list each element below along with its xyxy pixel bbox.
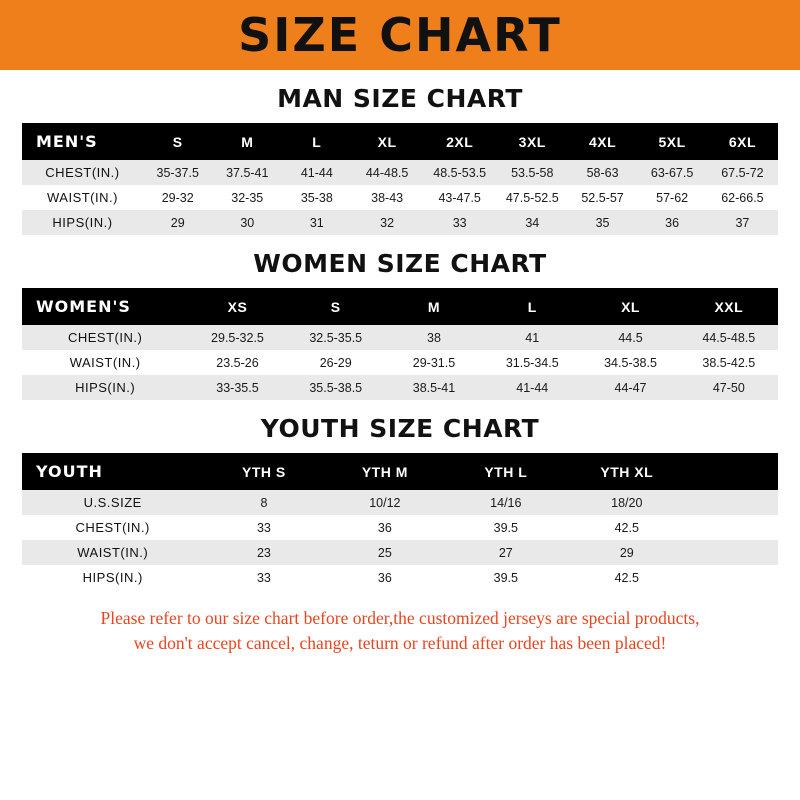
cell: 29 (566, 540, 687, 565)
col-header-yth-s: YTH S (203, 453, 324, 490)
cell: 38.5-42.5 (680, 350, 778, 375)
cell: 58-63 (568, 160, 638, 185)
row-label: U.S.SIZE (22, 490, 203, 515)
cell: 37 (707, 210, 778, 235)
cell: 32-35 (213, 185, 283, 210)
cell: 29 (143, 210, 213, 235)
cell: 44-48.5 (352, 160, 423, 185)
col-header-4xl: 4XL (568, 123, 638, 160)
cell: 14/16 (445, 490, 566, 515)
cell: 33 (203, 515, 324, 540)
cell: 36 (637, 210, 707, 235)
col-header-6xl: 6XL (707, 123, 778, 160)
section-women (22, 249, 778, 400)
cell: 35-37.5 (143, 160, 213, 185)
col-header-s: S (143, 123, 213, 160)
cell: 29-31.5 (385, 350, 483, 375)
cell: 42.5 (566, 515, 687, 540)
table-row (22, 490, 778, 515)
cell: 44.5-48.5 (680, 325, 778, 350)
women-size-table (22, 288, 778, 400)
cell: 47.5-52.5 (497, 185, 568, 210)
cell: 62-66.5 (707, 185, 778, 210)
footer-note (22, 606, 778, 657)
cell: 36 (324, 515, 445, 540)
cell: 30 (213, 210, 283, 235)
cell: 23 (203, 540, 324, 565)
table-row (22, 350, 778, 375)
cell: 36 (324, 565, 445, 590)
cell: 32.5-35.5 (287, 325, 385, 350)
cell: 41-44 (483, 375, 581, 400)
col-header-label: MEN'S (22, 123, 143, 160)
cell (687, 515, 778, 540)
cell: 38 (385, 325, 483, 350)
section-title-men: MAN SIZE CHART (277, 84, 523, 113)
col-header-xl: XL (352, 123, 423, 160)
col-header-yth-m: YTH M (324, 453, 445, 490)
cell: 57-62 (637, 185, 707, 210)
row-label: CHEST(IN.) (22, 160, 143, 185)
col-header-m: M (385, 288, 483, 325)
cell: 29.5-32.5 (188, 325, 286, 350)
cell: 41 (483, 325, 581, 350)
table-row (22, 540, 778, 565)
cell: 35 (568, 210, 638, 235)
table-row (22, 375, 778, 400)
col-header-label: YOUTH (22, 453, 203, 490)
cell (687, 540, 778, 565)
cell: 26-29 (287, 350, 385, 375)
cell (687, 565, 778, 590)
col-header-s: S (287, 288, 385, 325)
table-row (22, 515, 778, 540)
col-header-xxl: XXL (680, 288, 778, 325)
cell: 32 (352, 210, 423, 235)
table-row (22, 160, 778, 185)
cell: 38.5-41 (385, 375, 483, 400)
row-label: WAIST(IN.) (22, 540, 203, 565)
page-title: SIZE CHART (238, 8, 562, 62)
cell: 27 (445, 540, 566, 565)
cell: 33 (203, 565, 324, 590)
men-size-table (22, 123, 778, 235)
cell: 31 (282, 210, 352, 235)
cell: 47-50 (680, 375, 778, 400)
cell: 35-38 (282, 185, 352, 210)
row-label: WAIST(IN.) (22, 185, 143, 210)
cell: 53.5-58 (497, 160, 568, 185)
col-header-2xl: 2XL (423, 123, 497, 160)
table-row (22, 210, 778, 235)
col-header-xl: XL (581, 288, 679, 325)
cell: 44.5 (581, 325, 679, 350)
cell: 48.5-53.5 (423, 160, 497, 185)
table-header-row (22, 453, 778, 490)
row-label: HIPS(IN.) (22, 210, 143, 235)
cell: 25 (324, 540, 445, 565)
cell: 29-32 (143, 185, 213, 210)
cell: 33-35.5 (188, 375, 286, 400)
col-header-yth-xl: YTH XL (566, 453, 687, 490)
chart-content (0, 84, 800, 657)
row-label: CHEST(IN.) (22, 515, 203, 540)
cell: 44-47 (581, 375, 679, 400)
cell: 31.5-34.5 (483, 350, 581, 375)
section-title-youth: YOUTH SIZE CHART (260, 414, 540, 443)
page-banner (0, 0, 800, 70)
cell: 23.5-26 (188, 350, 286, 375)
section-youth (22, 414, 778, 590)
cell (687, 490, 778, 515)
cell: 43-47.5 (423, 185, 497, 210)
youth-size-table (22, 453, 778, 590)
cell: 42.5 (566, 565, 687, 590)
cell: 39.5 (445, 515, 566, 540)
col-header-l: L (483, 288, 581, 325)
cell: 10/12 (324, 490, 445, 515)
col-header-empty (687, 453, 778, 490)
footer-note-line-2: we don't accept cancel, change, teturn or refund after order has been placed! (133, 633, 667, 654)
cell: 8 (203, 490, 324, 515)
footer-note-line-1: Please refer to our size chart before order,the customized jerseys are special products, (100, 608, 700, 628)
cell: 18/20 (566, 490, 687, 515)
col-header-3xl: 3XL (497, 123, 568, 160)
cell: 34 (497, 210, 568, 235)
row-label: CHEST(IN.) (22, 325, 188, 350)
cell: 33 (423, 210, 497, 235)
cell: 39.5 (445, 565, 566, 590)
col-header-l: L (282, 123, 352, 160)
col-header-label: WOMEN'S (22, 288, 188, 325)
section-men (22, 84, 778, 235)
cell: 41-44 (282, 160, 352, 185)
col-header-yth-l: YTH L (445, 453, 566, 490)
table-header-row (22, 123, 778, 160)
table-row (22, 325, 778, 350)
cell: 37.5-41 (213, 160, 283, 185)
row-label: HIPS(IN.) (22, 375, 188, 400)
cell: 34.5-38.5 (581, 350, 679, 375)
row-label: HIPS(IN.) (22, 565, 203, 590)
cell: 63-67.5 (637, 160, 707, 185)
col-header-5xl: 5XL (637, 123, 707, 160)
row-label: WAIST(IN.) (22, 350, 188, 375)
cell: 67.5-72 (707, 160, 778, 185)
cell: 38-43 (352, 185, 423, 210)
col-header-m: M (213, 123, 283, 160)
table-row (22, 185, 778, 210)
cell: 52.5-57 (568, 185, 638, 210)
section-title-women: WOMEN SIZE CHART (253, 249, 547, 278)
cell: 35.5-38.5 (287, 375, 385, 400)
col-header-xs: XS (188, 288, 286, 325)
table-row (22, 565, 778, 590)
table-header-row (22, 288, 778, 325)
